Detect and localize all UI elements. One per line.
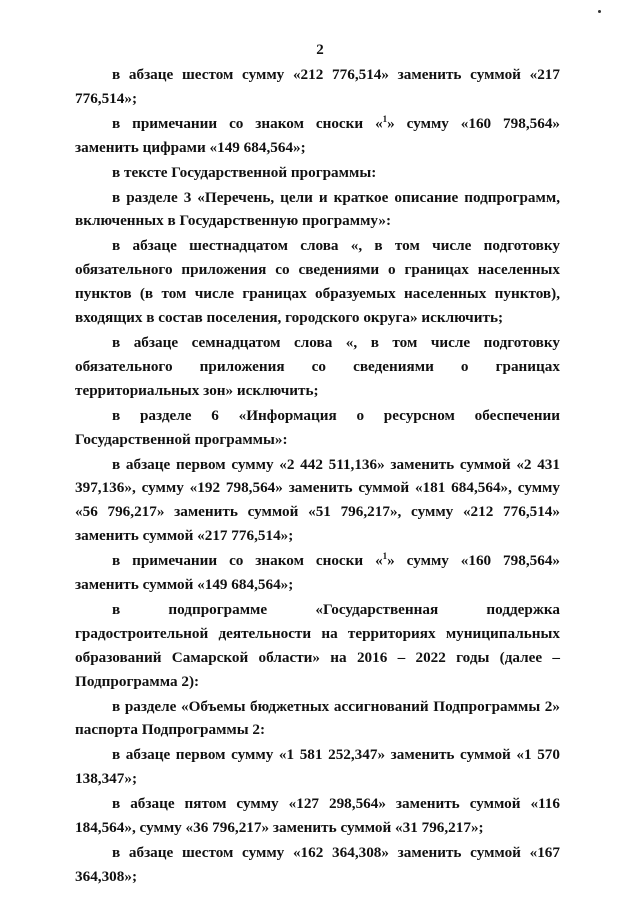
paragraph-6: в абзаце семнадцатом слова «, в том числе подготовку обязательного приложения со сведениями о границах территориальных зон» исключить; (75, 333, 560, 399)
paragraph-10: в подпрограмме «Государственная поддержка градостроительной деятельности на территориях муниципальных образований Самарской области» на 2016 – 2022 годы (далее – Подпрограмма 2): (75, 600, 560, 690)
paragraph-12: в абзаце первом сумму «1 581 252,347» заменить суммой «1 570 138,347»; (75, 746, 560, 788)
page-number: 2 (316, 42, 324, 58)
paragraph-13: в абзаце пятом сумму «127 298,564» заменить суммой «116 184,564», сумму «36 796,217» заменить суммой «31 796,217»; (75, 795, 560, 837)
paragraph-3: в тексте Государственной программы: (112, 163, 377, 181)
paragraph-9: в примечании со знаком сноски «$^1$» сумму «160 798,564» заменить суммой «149 684,564»; (75, 551, 561, 594)
paragraph-2: в примечании со знаком сноски «$^1$» сумму «160 798,564» заменить цифрами «149 684,564»; (75, 113, 561, 156)
paragraph-8: в абзаце первом сумму «2 442 511,136» заменить суммой «2 431 397,136», сумму «192 798,564» заменить суммой «181 684,564», сумму «56 796,217» заменить суммой «51 796,217», сумму «212 776,514» заменить суммой «217 776,514»; (75, 455, 560, 545)
paragraph-7: в разделе 6 «Информация о ресурсном обеспечении Государственной программы»: (75, 406, 560, 448)
paragraph-1: в абзаце шестом сумму «212 776,514» заменить суммой «217 776,514»; (75, 66, 560, 107)
paragraph-14: в абзаце шестом сумму «162 364,308» заменить суммой «167 364,308»; (75, 844, 560, 885)
paragraph-11: в разделе «Объемы бюджетных ассигнований Подпрограммы 2» паспорта Подпрограммы 2: (75, 697, 560, 739)
document-body (75, 63, 560, 889)
paragraph-5: в абзаце шестнадцатом слова «, в том числе подготовку обязательного приложения со сведениями о границах населенных пунктов (в том числе границах образуемых населенных пунктов), входящих в состав поселения, городского округа» исключить; (75, 237, 560, 327)
scan-speck (598, 10, 601, 13)
paragraph-4: в разделе 3 «Перечень, цели и краткое описание подпрограмм, включенных в Государственную программу»: (75, 188, 560, 230)
